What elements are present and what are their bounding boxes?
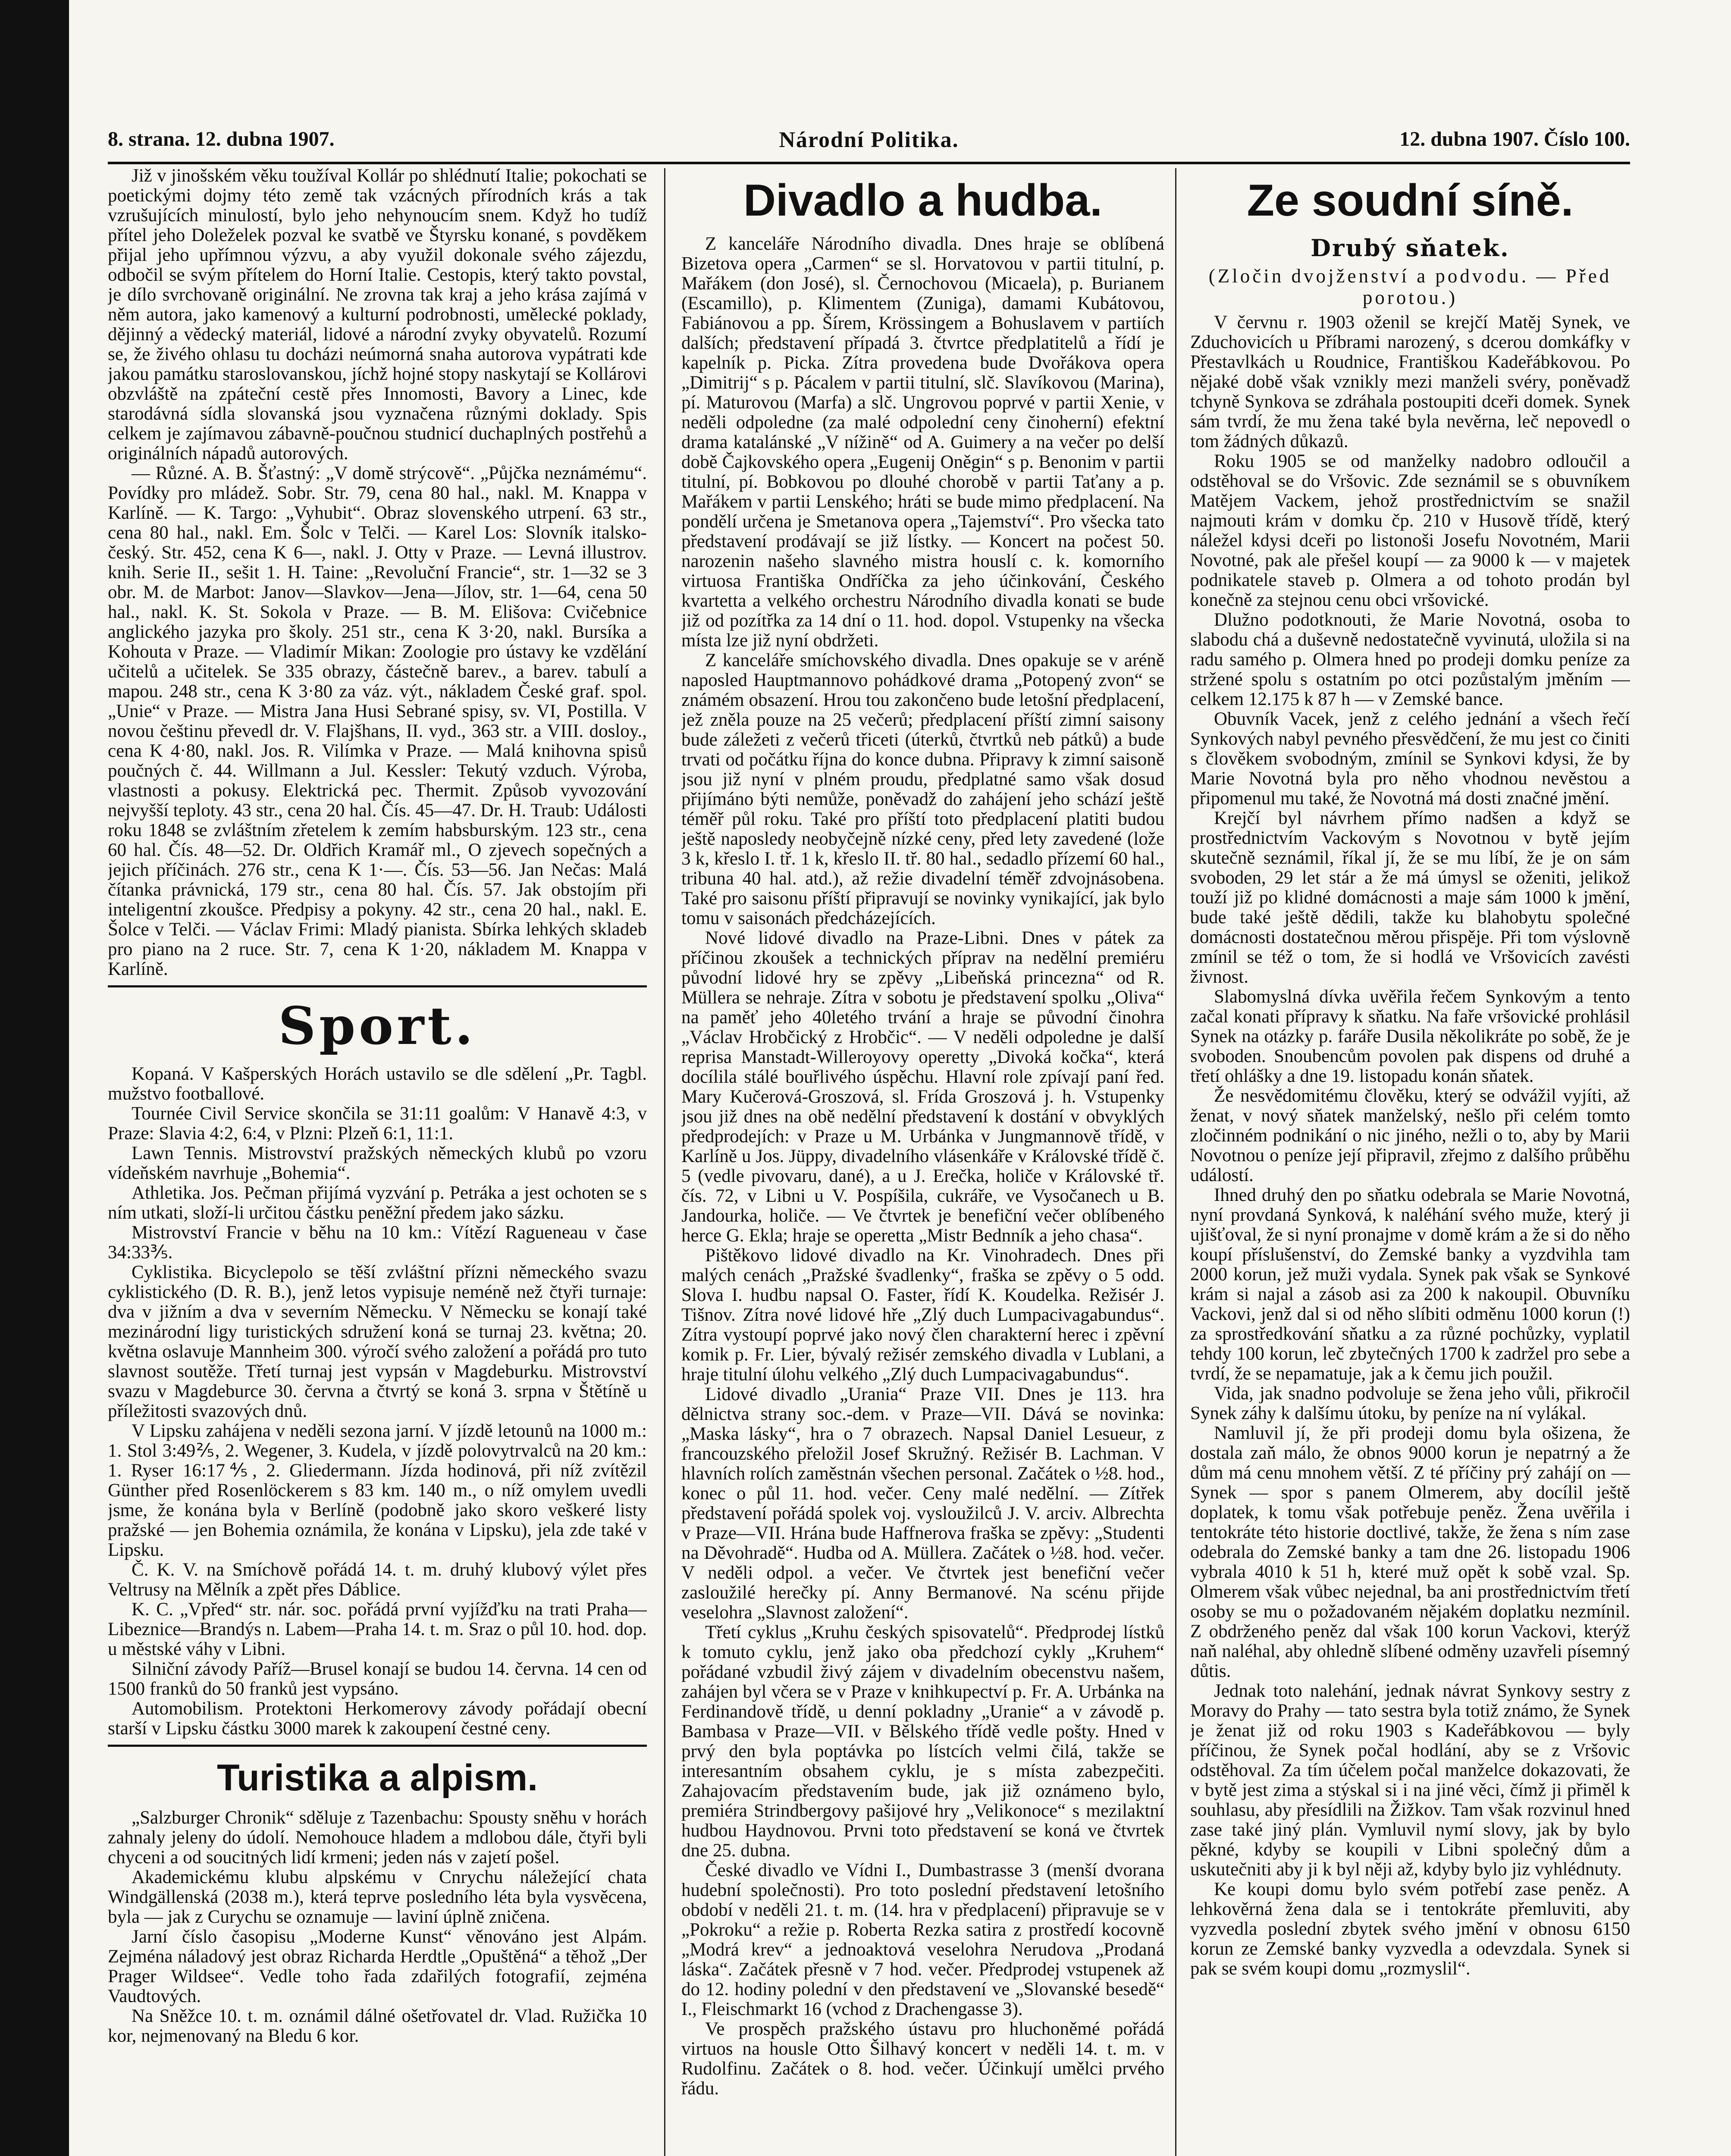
sport-item: Tournée Civil Service skončila se 31:11 goalům: V Hanavě 4:3, v Praze: Slavia 4:2, 6:4, v Plzni: Plzeň 6:1, 11:1.: [108, 1103, 647, 1144]
book-list-paragraph: — Různé. A. B. Šťastný: „V domě strýcově“. „Půjčka neznámému“. Povídky pro mládež. Sobr. Str. 79, cena 80 hal., nakl. M. Knappa v Karlíně. — K. Targo: „Vyhubit“. Obraz slovenského utrpení. 63 str., cena 80 hal., nakl. Em. Šolc v Telči. — Karel Los: Slovník italsko-český. Str. 452, cena K 6—, nakl. J. Otty v Praze. — Levná illustrov. knih. Serie II., sešit 1. H. Taine: „Revoluční Francie“, str. 1—32 se 3 obr. M. de Marbot: Janov—Slavkov—Jena—Jílov, str. 1—64, cena 50 hal., nakl. K. St. Sokola v Praze. — B. M. Elišova: Cvičebnice anglického jazyka pro školy. 251 str., cena K 3·20, nakl. Bursíka a Kohouta v Praze. — Vladimír Mikan: Zoologie pro ústavy ke vzdělání učitelů a učitelek. Se 335 obrazy, částečně barev., a barev. tabulí a mapou. 248 str., cena K 3·80 za váz. výt., nákladem České graf. spol. „Unie“ v Praze. — Mistra Jana Husi Sebrané spisy, sv. VI, Postilla. V novou češtinu převedl dr. V. Flajšhans, II. vyd., 363 str. a VIII. dosloy., cena K 4·80, nakl. Jos. R. Vilímka v Praze. — Malá knihovna spisů poučných č. 44. Willmann a Jul. Kessler: Tekutý vzduch. Výroba, vlastnosti a pokusy. Elektrická pec. Thermit. Způsob vyvozování nejvyšší teploty. 43 str., cena 20 hal. Čís. 45—47. Dr. H. Traub: Události roku 1848 se zvláštním zřetelem k zemím habsburským. 123 str., cena 60 hal. Čís. 48—52. Dr. Oldřich Kramář ml., O zjevech sopečných a jejich příčinách. 276 str., cena K 1·—. Čís. 53—56. Jan Nečas: Malá čítanka právnická, 179 str., cena 80 hal. Čís. 57. Jak obstojím při inteligentní zkoušce. Předpisy a pokyny. 42 str., cena 20 hal., nakl. E. Šolce v Telči. — Václav Frimi: Mladý pianista. Sbírka lehkých skladeb pro piano na 2 ruce. Str. 7, cena K 1·20, nákladem M. Knappa v Karlíně.: [108, 463, 647, 979]
court-paragraph: Krejčí byl návrhem přímo nadšen a když se prostřednictvím Vackovým s Novotnou v bytě jejím skutečně seznámil, říkal jí, že se mu líbí, že je on sám svoboden, 29 let stár a že má úmysl se oženiti, jelikož touží již po klidné domácnosti a maje sám 1000 k jmění, bude také ještě dědili, takže ku blahobytu společné domácnosti dostatečnou měrou přispěje. Při tom výslovně zmínil se též o tom, že si hodlá ve Vršovicích zavésti živnost.: [1190, 808, 1630, 987]
section-divider: [108, 985, 647, 987]
court-paragraph: Obuvník Vacek, jenž z celého jednání a všech řečí Synkových nabyl pevného přesvědčení, že mu jest co činiti s člověkem svobodným, zmínil se Synkovi kdysi, že by Marie Novotná byla pro něho vhodnou nevěstou a připomenul mu také, že Novotná má dosti značné jmění.: [1190, 709, 1630, 808]
tourism-item: Jarní číslo časopisu „Moderne Kunst“ věnováno jest Alpám. Zejména náladový jest obraz Richarda Herdtle „Opuštěná“ a těhož „Der Prager Wildsee“. Vedle toho řada zdařilých fotografií, zejména Vaudtových.: [108, 1927, 647, 2006]
court-paragraph: Dlužno podotknouti, že Marie Novotná, osoba to slabodu chá a duševně nedostatečně vyvinutá, uložila si na radu samého p. Olmera hned po prodeji domku peníze za stržené spolu s ostatním po otci pozůstalým jměním — celkem 12.175 k 87 h — v Zemské bance.: [1190, 610, 1630, 709]
sport-item: Mistrovství Francie v běhu na 10 km.: Vítězí Ragueneau v čase 34:33⅗.: [108, 1222, 647, 1263]
sport-item: Cyklistika. Bicyclepolo se těší zvláštní přízni německého svazu cyklistického (D. R. B.), jenž letos vypisuje neméně než čtyři turnaje: dva v jižním a dva v severním Německu. V Německu se konají také mezinárodní ligy turistických sdružení koná se turnaj 23. května; 20. května oslavuje Mannheim 300. výročí svého založení a pořádá pro tuto slavnost soutěže. Třetí turnaj jest vypsán v Magdeburku. Mistrovství svazu v Magdeburce 30. června a čtvrtý se koná 3. srpna v Štětíně u příležitosti svazových dnů.: [108, 1262, 647, 1421]
theatre-item: Z kanceláře Národního divadla. Dnes hraje se oblíbená Bizetova opera „Carmen“ se sl. Horvatovou v partii titulní, p. Mařákem (don José), sl. Černochovou (Micaela), p. Burianem (Escamillo), p. Klimentem (Zuniga), damami Kubátovou, Fabiánovou a pp. Šírem, Krössingem a Bohuslavem v partiích dalších; představení případá 3. čtvrtce předplatitelů a řídí je kapelník p. Picka. Zítra provedena bude Dvořákova opera „Dimitrij“ s p. Pácalem v partii titulní, slč. Slavíkovou (Marina), pí. Maturovou (Marfa) a slč. Ungrovou poprvé v partii Xenie, v neděli odpoledne (za malé odpolední ceny činoherní) efektní drama katalánské „V nížině“ od A. Guimery a na večer po delší době Čajkovského opera „Eugenij Oněgin“ s p. Benonim v partii titulní, pí. Bobkovou po dlouhé chorobě v partii Taťany a p. Mařákem v partii Lenského; hráti se bude mimo předplacení. Na pondělí určena je Smetanova opera „Tajemství“. Pro všecka tato představení prodávají se již lístky. — Koncert na počest 50. narozenin našeho slavného mistra houslí c. k. komorního virtuosa Františka Ondříčka za jeho účinkování, Českého kvartetta a velkého orchestru Národního divadla konati se bude již od pozítřka za 14 dní o 11. hod. dopol. Vstupenky na všecka místa lze již nyní obdržeti.: [681, 234, 1164, 651]
section-title-tourism: Turistika a alpism.: [216, 1757, 538, 1799]
court-paragraph: Namluvil jí, že při prodeji domu byla ošizena, že dostala zaň málo, že obnos 9000 korun je nepatrný a že dům má cenu mnohem větší. Z té příčiny prý zahájí on — Synek — spor s panem Olmerem, aby docílil ještě doplatek, k tomu však potřebuje peněz. Žena uvěřila i tentokráte této historie doctlivé, takže, že žena s ním zase odebrala do Zemské banky a tam dne 26. listopadu 1906 vybrala 4010 k 51 h, které muž opět k sobě vzal. Sp. Olmerem však vůbec nejednal, ba ani prostřednictvím třetí osoby se mu o požadovaném nějakém doplatku nezmínil. Z obdrženého peněz dal však 100 korun Vackovi, kterýž naň naléhal, aby ohledně slíbené odměny uzavřeli písemný důtis.: [1190, 1423, 1630, 1681]
sport-item: Automobilism. Protektoni Herkomerovy závody pořádají obecní starší v Lipsku částku 3000 marek k zakoupení čestné ceny.: [108, 1698, 647, 1739]
court-paragraph: Ihned druhý den po sňatku odebrala se Marie Novotná, nyní provdaná Synková, k naléhání svého muže, který ji ujišťoval, že si nyní pronajme v domě krám a že si do něho koupí příslušenství, do Zemské banky a vyzdvihla tam 2000 korun, jež muži vydala. Synek pak však se Synkové krám si najal a zásob asi za 200 k nakoupil. Obuvníku Vackovi, jenž dal si od něho slíbiti odměnu 1000 korun (!) za sprostředkování sňatku a za různé pochůzky, vyplatil tehdy 100 korun, leč zbytečných 1700 k zadržel pro sebe a tvrdí, že se nepamatuje, jak a k čemu jich použil.: [1190, 1185, 1630, 1384]
theatre-item: České divadlo ve Vídni I., Dumbastrasse 3 (menší dvorana hudební společnosti). Pro toto poslední představení letošního období v neděli 21. t. m. (14. hra v předplacení) připravuje se v „Pokroku“ a režie p. Roberta Rezka satira z prostředí kocovně „Modrá krev“ a jednoaktová veselohra Nerudova „Prodaná láska“. Začátek přesně v 7 hod. večer. Předprodej vstupenek až do 12. hodiny polední v den představení ve „Slovanské besedě“ I., Fleischmarkt 16 (vchod z Drachengasse 3).: [681, 1860, 1164, 2019]
column-rule: [1175, 168, 1176, 2156]
column-court: [1190, 166, 1630, 2156]
court-paragraph: Jednak toto nalehání, jednak návrat Synkovy sestry z Moravy do Prahy — tato sestra byla totiž známo, že Synek je ženat již od roku 1903 s Kadeřábkovou — byly příčinou, že Synek počal hodlání, aby se z Vršovic odstěhoval. Za tím účelem počal manželce dokazovati, že v bytě jest zima a stýskal si i na jiné věci, čímž ji přiměl k souhlasu, aby přesídlili na Žižkov. Tam však rozvinul hned zase také jiný plán. Vymluvil nymí slovy, jak by bylo pěkné, kdyby se koupili v Libni společný dům a uskutečniti aby ji k byl něji až, kdyby bylo jiz vyhlédnuty.: [1190, 1681, 1630, 1880]
court-paragraph: Že nesvědomitému člověku, který se odvážil vyjíti, až ženat, v nový sňatek manželský, nešlo při celém tomto zločinném podnikání o nic jiného, nežli o to, aby by Marii Novotnou o peníze její připravil, zřejmo z dalšího průběhu událostí.: [1190, 1086, 1630, 1185]
page-header: [108, 123, 1630, 164]
theatre-item: Z kanceláře smíchovského divadla. Dnes opakuje se v aréně naposled Hauptmannovo pohádkové drama „Potopený zvon“ se známém obsazení. Hrou tou zakončeno bude letošní předplacení, jež zněla pouze na 25 večerů; předplacení příští zimní saisony bude záležeti z večerů třiceti (úterků, čtvrtků neb pátků) a bude trvati od počátku října do konce dubna. Připravy k zimní saisoně jsou již nyní v plném proudu, předplatné samo však dosud přijímáno býti nemůže, poněvadž do zahájení jeho schází ještě téměř půl roku. Také pro příští toto předplacení platiti budou ještě naposledy neobyčejně nízké ceny, před lety zavedené (lože 3 k, křeslo I. tř. 1 k, křeslo II. tř. 80 hal., sedadlo přízemí 60 hal., tribuna 40 hal. atd.), až režie divadelní téměř zdvojnásobena. Také pro saisonu příští připravují se novinky vynikající, jak bylo tomu v saisonách předcházejících.: [681, 650, 1164, 928]
sport-item: Athletika. Jos. Pečman přijímá vyzvání p. Petráka a jest ochoten se s ním utkati, složí-li určitou částku peněžní předem jako sázku.: [108, 1183, 647, 1223]
sport-item: V Lipsku zahájena v neděli sezona jarní. V jízdě letounů na 1000 m.: 1. Stol 3:49⅖, 2. Wegener, 3. Kudela, v jízdě polovytrvalců na 20 km.: 1. Ryser 16:17⅘, 2. Gliedermann. Jízda hodinová, při níž zvítězil Günther před Rosenlöckerem s 83 km. 140 m., o níž omylem uvedli jsme, že konána byla v Berlíně (podobně jako skoro veškeré listy pražské — jen Bohemia oznámila, že konána v Lipsku), jela zde také v Lipsku.: [108, 1421, 647, 1560]
court-paragraph: Slabomyslná dívka uvěřila řečem Synkovým a tento začal konati přípravy k sňatku. Na faře vršovické prohlásil Synek na otázky p. faráře Dusila několikráte po sobě, že je svoboden. Snoubencům povolen pak dispens od druhé a třetí ohlášky a dne 19. listopadu konán sňatek.: [1190, 987, 1630, 1086]
article-paragraph: Již v jinošském věku toužíval Kollár po shlédnutí Italie; pokochati se poetickými dojmy této země tak vzácných přírodních krás a tak vzrušujících minulostí, bylo jeho nehynoucím snem. Když ho tudíž přítel jeho Doleželek pozval ke svatbě ve Štyrsku konané, s povděkem přijal jeho upřímnou výzvu, a aby využil dokonale svého zájezdu, odbočil se svým přítelem do Horní Italie. Cestopis, který takto povstal, je dílo svrchovaně originální. Ne zrovna tak kraj a jeho krása zajímá v něm autora, jako kamenový a kulturní podrobnosti, umělecké poklady, dějinný a vědecký materiál, lidové a národní zvyky obyvatelů. Rozumí se, že živého ohlasu tu docházi neúmorná snaha autorova vypátrati kde jakou památku staroslovanskou, jíchž hojné stopy naskytají se Kollárovi obzvláště na zpáteční cestě přes Innomosti, Bavory a Linec, kde starodávná sídla slovanská jsou vyznačena různými doklady. Spis celkem je zajímavou zábavně-poučnou studnicí duchaplných postřehů a originálních nápadů autorových.: [108, 166, 647, 464]
section-title-court: Ze soudní síně.: [1247, 175, 1574, 226]
theatre-item: Ve prospěch pražského ústavu pro hluchoněmé pořádá virtuos na housle Otto Šilhavý koncert v neděli 14. t. m. v Rudolfinu. Začátek o 8. hod. večer. Účinkují umělci prvého řádu.: [681, 2019, 1164, 2099]
tourism-item: Na Sněžce 10. t. m. oznámil dálné ošetřovatel dr. Vlad. Ružička 10 kor, nejmenovaný na Bledu 6 kor.: [108, 2006, 647, 2046]
sport-item: Č. K. V. na Smíchově pořádá 14. t. m. druhý klubový výlet přes Veltrusy na Mělník a zpět přes Dáblice.: [108, 1560, 647, 1600]
court-paragraph: Ke koupi domu bylo svém potřebí zase peněz. A lehkověrná žena dala se i tentokráte přemluviti, aby vyzvedla poslední zbytek svého jmění v obnosu 6150 korun ze Zemské banky vyzvedla a odevzdala. Synek si pak se svém koupi domu „rozmyslil“.: [1190, 1879, 1630, 1979]
section-divider: [108, 1745, 647, 1747]
section-title-theatre: Divadlo a hudba.: [743, 175, 1103, 226]
scan-dark-edge: [0, 0, 69, 2156]
sport-item: K. C. „Vpřed“ str. nár. soc. pořádá první vyjížďku na trati Praha—Libeznice—Brandýs n. Labem—Praha 14. t. m. Sraz o půl 10. hod. dop. u městské váhy v Libni.: [108, 1599, 647, 1659]
court-paragraph: V červnu r. 1903 oženil se krejčí Matěj Synek, ve Zduchovicích u Příbrami narozený, s dcerou domkáfky v Přestavlkách u Roudnice, Františkou Kadeřábkovou. Po nějaké době však vznikly mezi manželi svéry, poněvadž tchyně Synkova se zdráhala postoupiti dceři domek. Synek sám tvrdí, že mu žena také byla nevěrna, leč nepovedl o tom žádných důkazů.: [1190, 312, 1630, 451]
column-rule: [664, 168, 665, 2156]
tourism-item: „Salzburger Chronik“ sděluje z Tazenbachu: Spousty sněhu v horách zahnaly jeleny do údolí. Nemohouce hladem a mdlobou dále, čtyři byli chyceni a od soucitných lidí krmeni; jeden nás v zajetí pošel.: [108, 1808, 647, 1868]
article-headline: Drubý sňatek.: [1311, 234, 1510, 262]
theatre-item: Pištěkovo lidové divadlo na Kr. Vinohradech. Dnes při malých cenách „Pražské švadlenky“, fraška se zpěvy o 5 odd. Slova I. hudbu napsal O. Faster, řídí K. Koudelka. Režisér J. Tišnov. Zítra nové lidové hře „Zlý duch Lumpacivagabundus“. Zítra vystoupí poprvé jako nový člen charakterní herec i zpěvní komik p. Fr. Lier, bývalý režisér zemského divadla v Lublani, a hraje titulní úlohu velkého „Zlý duch Lumpacivagabundus“.: [681, 1245, 1164, 1385]
section-title-sport: Sport.: [278, 996, 477, 1056]
tourism-item: Akademickému klubu alpskému v Cnrychu náležející chata Windgällenská (2038 m.), která teprve posledního léta byla vysvěcena, byla — jak z Curychu se oznamuje — laviní úplně zničena.: [108, 1867, 647, 1927]
column-literature-sport: [108, 166, 647, 2156]
theatre-item: Třetí cyklus „Kruhu českých spisovatelů“. Předprodej lístků k tomuto cyklu, jenž jako oba předchozí cykly „Kruhem“ pořádané vzbudil živý zájem v divadelním obecenstvu našem, zahájen byl včera se v Praze v knihkupectví p. Fr. A. Urbánka na Ferdinandově třídě, u denní pokladny „Uranie“ a v závodě p. Bambasa v Praze—VII. v Bělského třídě vedle pošty. Hned v prvý den byla poptávka po lístcích velmi čilá, takže se interesantním obsahem cyklu, je s místa zabezpečiti. Zahajovacím představením bude, jak již oznámeno bylo, premiéra Strindbergovy pašijové hry „Velikonoce“ s mezilaktní hudbou Haydnovou. Prvni toto představení se koná ve čtvrtek dne 25. dubna.: [681, 1622, 1164, 1861]
sport-item: Lawn Tennis. Mistrovství pražských německých klubů po vzoru vídeňském navrhuje „Bohemia“.: [108, 1143, 647, 1183]
article-subheadline: (Zločin dvojženství a podvodu. — Před porotou.): [1208, 265, 1612, 308]
court-paragraph: Vida, jak snadno podvoluje se žena jeho vůli, přikročil Synek záhy k dalšímu útoku, by peníze na ní vylákal.: [1190, 1383, 1630, 1423]
theatre-item: Lidové divadlo „Urania“ Praze VII. Dnes je 113. hra dělnictva strany soc.-dem. v Praze—VII. Dává se novinka: „Maska lásky“, hra o 7 obrazech. Napsal Daniel Lesueur, z francouzského přeložil Josef Skružný. Režisér B. Lachman. V hlavních rolích zaměstnán všechen personal. Začátek o ½8. hod., konec o půl 11. hod. večer. Ceny malé nedělní. — Zítřek představení pořádá spolek voj. vysloužilců J. V. arciv. Albrechta v Praze—VII. Hrána bude Haffnerova fraška se zpěvy: „Studenti na Děvohradě“. Hudba od A. Müllera. Začátek o ½8. hod. večer. V neděli odpol. a večer. Ve čtvrtek jest benefiční večer zasloužilé herečky pí. Anny Bermanové. Na scénu přijde veselohra „Slavnost založení“.: [681, 1384, 1164, 1623]
sport-item: Kopaná. V Kašperských Horách ustavilo se dle sdělení „Pr. Tagbl. mužstvo footballové.: [108, 1064, 647, 1104]
column-theatre-music: [681, 166, 1164, 2156]
header-page-date: 8. strana. 12. dubna 1907.: [108, 128, 335, 150]
masthead-title: Národní Politika.: [779, 128, 959, 152]
sport-item: Silniční závody Paříž—Brusel konají se budou 14. června. 14 cen od 1500 franků do 50 franků jest vypsáno.: [108, 1659, 647, 1699]
header-date-issue: 12. dubna 1907. Číslo 100.: [1399, 128, 1630, 150]
court-paragraph: Roku 1905 se od manželky nadobro odloučil a odstěhoval se do Vršovic. Zde seznámil se s obuvníkem Matějem Vackem, jehož prostřednictvím se snažil najmouti krám v domku čp. 210 v Husově třídě, který náležel kdysi dceři po listonoši Josefu Novotném, Marii Novotné, pak ale přešel koupí — za 9000 k — v majetek podnikatele staveb p. Olmera a od tohoto prodán byl konečně za stejnou cenu obci vršovické.: [1190, 451, 1630, 610]
theatre-item: Nové lidové divadlo na Praze-Libni. Dnes v pátek za příčinou zkoušek a technických příprav na nedělní premiéru původní lidové hry se zpěvy „Libeňská princezna“ od R. Müllera se nehraje. Zítra v sobotu je představení spolku „Oliva“ na paměť jeho 40letého trvání a hraje se původní činohra „Václav Hrobčický z Hrobčic“. — V neděli odpoledne je další reprisa Manstadt-Willeroyovy operetty „Divoká kočka“, která docílila stálé bouřlivého úspěchu. Hlavní role zpívají paní řed. Mary Kučerová-Groszová, sl. Frída Groszová j. h. Vstupenky jsou již dnes na obě nedělní představení k dostání v obvyklých předprodejích: v Praze u M. Urbánka v Jungmannově třídě, v Karlíně u Jos. Jüppy, divadelního vlásenkáře v Královské třídě č. 5 (vedle pivovaru, dané), a u J. Erečka, holiče v Královské tř. čís. 72, v Libni u V. Pospíšila, cukráře, ve Vysočanech u B. Jandourka, holiče. — Ve čtvrtek je benefiční večer oblíbeného herce G. Ekla; hraje se operetta „Mistr Bednník a jeho chasa“.: [681, 928, 1164, 1246]
